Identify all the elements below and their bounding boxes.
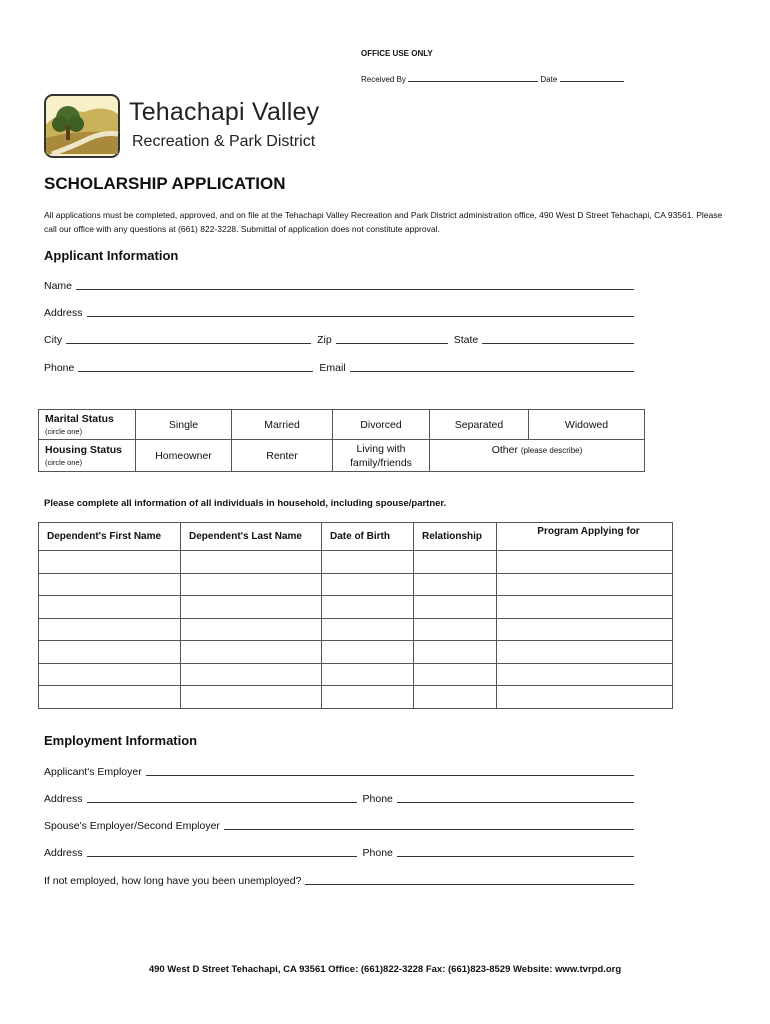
col-first-name: Dependent's First Name — [39, 523, 181, 551]
table-cell[interactable] — [39, 596, 181, 619]
table-row — [39, 618, 673, 641]
table-cell[interactable] — [322, 663, 414, 686]
office-use-row — [361, 73, 624, 84]
address-label: Address — [44, 307, 83, 319]
option-living-with-family[interactable]: Living with family/friends — [333, 440, 430, 472]
table-cell[interactable] — [39, 551, 181, 574]
table-cell[interactable] — [322, 686, 414, 709]
city-zip-state-row — [44, 332, 634, 346]
table-cell[interactable] — [181, 686, 322, 709]
employer-address-label: Address — [44, 793, 83, 805]
name-row — [44, 278, 634, 292]
table-cell[interactable] — [322, 573, 414, 596]
table-cell[interactable] — [181, 573, 322, 596]
spouse-employer-field[interactable] — [224, 828, 634, 830]
dependents-table — [38, 522, 673, 709]
table-cell[interactable] — [414, 686, 497, 709]
option-single[interactable]: Single — [136, 410, 232, 440]
table-cell[interactable] — [414, 618, 497, 641]
district-logo — [44, 94, 120, 158]
table-cell[interactable] — [181, 618, 322, 641]
employer-label: Applicant's Employer — [44, 766, 142, 778]
email-label: Email — [319, 362, 346, 374]
table-cell[interactable] — [497, 686, 673, 709]
document-title: SCHOLARSHIP APPLICATION — [44, 174, 286, 193]
other-describe-note: (please describe) — [520, 446, 583, 455]
table-cell[interactable] — [39, 641, 181, 664]
address-field[interactable] — [87, 315, 634, 317]
table-cell[interactable] — [181, 663, 322, 686]
spouse-address-row — [44, 845, 634, 859]
zip-label: Zip — [317, 334, 332, 346]
table-cell[interactable] — [322, 551, 414, 574]
table-cell[interactable] — [181, 641, 322, 664]
household-note: Please complete all information of all individuals in household, including spouse/partner. — [44, 498, 447, 509]
marital-status-header — [39, 410, 136, 440]
table-cell[interactable] — [414, 663, 497, 686]
table-row — [39, 551, 673, 574]
table-cell[interactable] — [39, 573, 181, 596]
employer-address-row — [44, 791, 634, 805]
option-homeowner[interactable]: Homeowner — [136, 440, 232, 472]
spouse-phone-label: Phone — [362, 847, 393, 859]
org-name-line2: Recreation & Park District — [132, 133, 316, 150]
table-cell[interactable] — [414, 641, 497, 664]
employer-phone-field[interactable] — [397, 801, 634, 803]
table-row — [39, 686, 673, 709]
table-row — [39, 663, 673, 686]
table-cell[interactable] — [39, 686, 181, 709]
zip-field[interactable] — [336, 342, 448, 344]
applicant-heading: Applicant Information — [44, 248, 179, 263]
table-cell[interactable] — [497, 596, 673, 619]
office-date-label: Date — [540, 75, 558, 84]
state-field[interactable] — [482, 342, 634, 344]
option-divorced[interactable]: Divorced — [333, 410, 430, 440]
table-cell[interactable] — [414, 596, 497, 619]
table-cell[interactable] — [181, 551, 322, 574]
table-cell[interactable] — [39, 618, 181, 641]
office-date-field[interactable] — [560, 73, 624, 82]
table-row — [39, 641, 673, 664]
received-by-label: Received By — [361, 75, 406, 84]
col-last-name: Dependent's Last Name — [181, 523, 322, 551]
city-label: City — [44, 334, 63, 346]
col-program: Program Applying for — [497, 523, 673, 551]
housing-status-header — [39, 440, 136, 472]
housing-status-label: Housing Status — [45, 444, 123, 456]
intro-paragraph: All applications must be completed, approved, and on file at the Tehachapi Valley Recreation and Park District administration office, 490 West D Street Tehachapi, CA 93561. Please call our office with any questions at (661) 822-3228. Submittal of application does not constitute approval. — [44, 210, 723, 234]
employer-field[interactable] — [146, 774, 634, 776]
footer-contact: 490 West D Street Tehachapi, CA 93561 Office: (661)822-3228 Fax: (661)823-8529 Website: www.tvrpd.org — [148, 964, 622, 975]
office-use-title: OFFICE USE ONLY — [361, 49, 433, 58]
employment-heading: Employment Information — [44, 733, 198, 748]
table-cell[interactable] — [497, 551, 673, 574]
status-table — [38, 409, 645, 472]
table-cell[interactable] — [322, 596, 414, 619]
table-cell[interactable] — [322, 618, 414, 641]
table-cell[interactable] — [322, 641, 414, 664]
marital-row — [39, 410, 645, 440]
table-cell[interactable] — [414, 573, 497, 596]
unemployed-row — [44, 873, 634, 887]
marital-circle-note: (circle one) — [45, 427, 83, 436]
city-field[interactable] — [66, 342, 311, 344]
table-row — [39, 596, 673, 619]
spouse-address-field[interactable] — [87, 855, 357, 857]
spouse-phone-field[interactable] — [397, 855, 634, 857]
spouse-employer-row — [44, 818, 634, 832]
unemployed-field[interactable] — [305, 883, 634, 885]
table-cell[interactable] — [497, 641, 673, 664]
housing-row — [39, 440, 645, 472]
employer-address-field[interactable] — [87, 801, 357, 803]
employer-phone-label: Phone — [362, 793, 393, 805]
phone-field[interactable] — [78, 370, 313, 372]
other-label: Other — [491, 444, 518, 456]
email-field[interactable] — [350, 370, 634, 372]
marital-status-label: Marital Status — [45, 413, 114, 425]
table-row — [39, 573, 673, 596]
col-date-of-birth: Date of Birth — [322, 523, 414, 551]
state-label: State — [453, 334, 479, 346]
table-cell[interactable] — [414, 551, 497, 574]
name-label: Name — [44, 280, 73, 292]
received-by-field[interactable] — [408, 73, 538, 82]
table-cell[interactable] — [497, 618, 673, 641]
name-field[interactable] — [76, 288, 634, 290]
org-name-line1: Tehachapi Valley — [129, 98, 320, 126]
unemployed-label: If not employed, how long have you been unemployed? — [44, 875, 302, 887]
address-row — [44, 305, 634, 319]
table-cell[interactable] — [497, 663, 673, 686]
option-separated[interactable]: Separated — [430, 410, 529, 440]
option-married[interactable]: Married — [232, 410, 333, 440]
dependents-header-row — [39, 523, 673, 551]
option-renter[interactable]: Renter — [232, 440, 333, 472]
table-cell[interactable] — [39, 663, 181, 686]
table-cell[interactable] — [181, 596, 322, 619]
housing-circle-note: (circle one) — [45, 458, 83, 467]
spouse-address-label: Address — [44, 847, 83, 859]
employer-row — [44, 764, 634, 778]
table-cell[interactable] — [497, 573, 673, 596]
col-relationship: Relationship — [414, 523, 497, 551]
phone-label: Phone — [44, 362, 75, 374]
spouse-employer-label: Spouse's Employer/Second Employer — [44, 820, 220, 832]
phone-email-row — [44, 360, 634, 374]
option-other[interactable] — [430, 440, 645, 472]
option-widowed[interactable]: Widowed — [529, 410, 645, 440]
